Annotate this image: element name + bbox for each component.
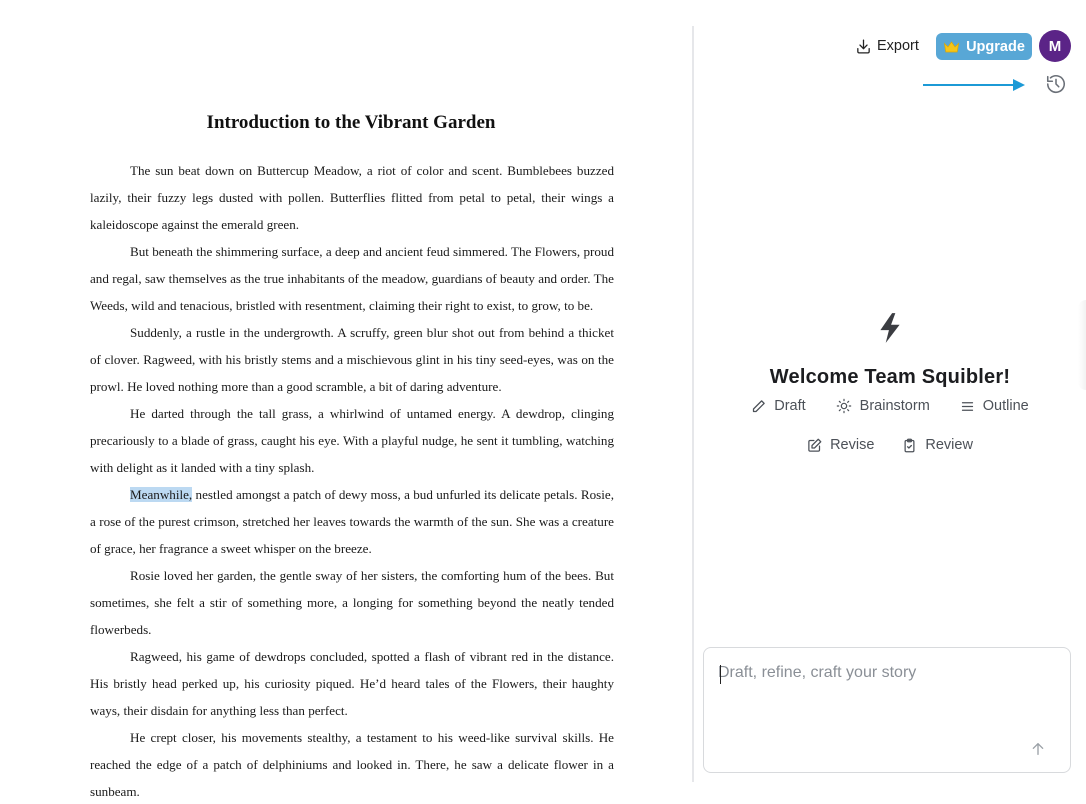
- paragraph[interactable]: He darted through the tall grass, a whirlwind of untamed energy. A dewdrop, clinging precariously to a blade of grass, caught his eye. With a playful nudge, he sent it tumbling, watching with delight as it landed with a tiny splash.: [90, 406, 614, 475]
- prompt-composer[interactable]: [703, 647, 1071, 773]
- paragraph[interactable]: The sun beat down on Buttercup Meadow, a riot of color and scent. Bumblebees buzzed lazily, their fuzzy legs dusted with pollen. Butterflies flitted from petal to petal, their wings a kaleidoscope against the emerald green.: [90, 163, 614, 232]
- outline-label: Outline: [982, 398, 1029, 414]
- lightbulb-icon: [836, 398, 852, 414]
- crown-icon: [943, 40, 960, 54]
- mode-row: [700, 437, 1080, 453]
- export-button[interactable]: [855, 33, 919, 59]
- paragraph-text[interactable]: nestled amongst a patch of dewy moss, a bud unfurled its delicate petals. Rosie, a rose of the purest crimson, stretched her leaves towards the warmth of the sun. She was a creature of grace, her fragrance a sweet whisper on the breeze.: [90, 487, 614, 556]
- user-avatar[interactable]: M: [1039, 30, 1071, 62]
- paragraph[interactable]: He crept closer, his movements stealthy, a testament to his weed-like survival skills. He reached the edge of a patch of delphiniums and looked in. There, he saw a delicate flower in a sunbeam.: [90, 730, 614, 799]
- paragraph[interactable]: But beneath the shimmering surface, a deep and ancient feud simmered. The Flowers, proud and regal, saw themselves as the true inhabitants of the meadow, guardians of beauty and order. The Weeds, wild and tenacious, bristled with resentment, claiming their right to exist, to grow, to be.: [90, 244, 614, 313]
- revise-label: Revise: [830, 437, 875, 453]
- draft-button[interactable]: [751, 398, 805, 414]
- draft-label: Draft: [774, 398, 806, 414]
- document-title[interactable]: Introduction to the Vibrant Garden: [206, 112, 496, 133]
- edit-square-icon: [807, 438, 822, 453]
- welcome-title: Welcome Team Squibler!: [769, 366, 1011, 388]
- list-icon: [960, 399, 975, 414]
- paragraph[interactable]: Ragweed, his game of dewdrops concluded, spotted a flash of vibrant red in the distance. His bristly head perked up, his curiosity piqued. He’d heard tales of the Flowers, their haughty ways, their disdain for anything less than perfect.: [90, 649, 614, 718]
- paragraph[interactable]: Suddenly, a rustle in the undergrowth. A scruffy, green blur shot out from behind a thicket of clover. Ragweed, with his bristly stems and a mischievous glint in his tiny seed-eyes, was on the prowl. He loved nothing more than a good scramble, a bit of daring adventure.: [90, 325, 614, 394]
- text-caret: [720, 665, 721, 684]
- history-icon[interactable]: [1045, 73, 1067, 95]
- paragraph-with-selection[interactable]: [90, 481, 614, 562]
- review-button[interactable]: [902, 437, 973, 453]
- pencil-icon: [751, 399, 766, 414]
- lightning-bolt-icon: [877, 312, 903, 344]
- selected-text[interactable]: Meanwhile,: [130, 487, 193, 502]
- welcome-section: [700, 312, 1080, 389]
- upgrade-label: Upgrade: [966, 38, 1025, 55]
- arrow-up-icon: [1030, 741, 1046, 757]
- send-button[interactable]: [1028, 740, 1048, 760]
- arrow-right-icon: [923, 78, 1027, 92]
- revise-button[interactable]: [807, 437, 874, 453]
- paragraph[interactable]: Rosie loved her garden, the gentle sway of her sisters, the comforting hum of the bees. But sometimes, she felt a stir of something more, a longing for something beyond the neatly tended flowerbeds.: [90, 568, 614, 637]
- clipboard-check-icon: [902, 438, 917, 453]
- brainstorm-label: Brainstorm: [859, 398, 930, 414]
- mode-row: [700, 398, 1080, 414]
- review-label: Review: [925, 437, 973, 453]
- pane-divider[interactable]: [692, 26, 694, 782]
- prompt-input[interactable]: [718, 664, 1048, 724]
- brainstorm-button[interactable]: [836, 398, 930, 414]
- export-label: Export: [877, 38, 919, 54]
- outline-button[interactable]: [960, 398, 1029, 414]
- document-body[interactable]: [90, 157, 614, 804]
- download-icon: [855, 38, 872, 55]
- upgrade-button[interactable]: [936, 33, 1032, 60]
